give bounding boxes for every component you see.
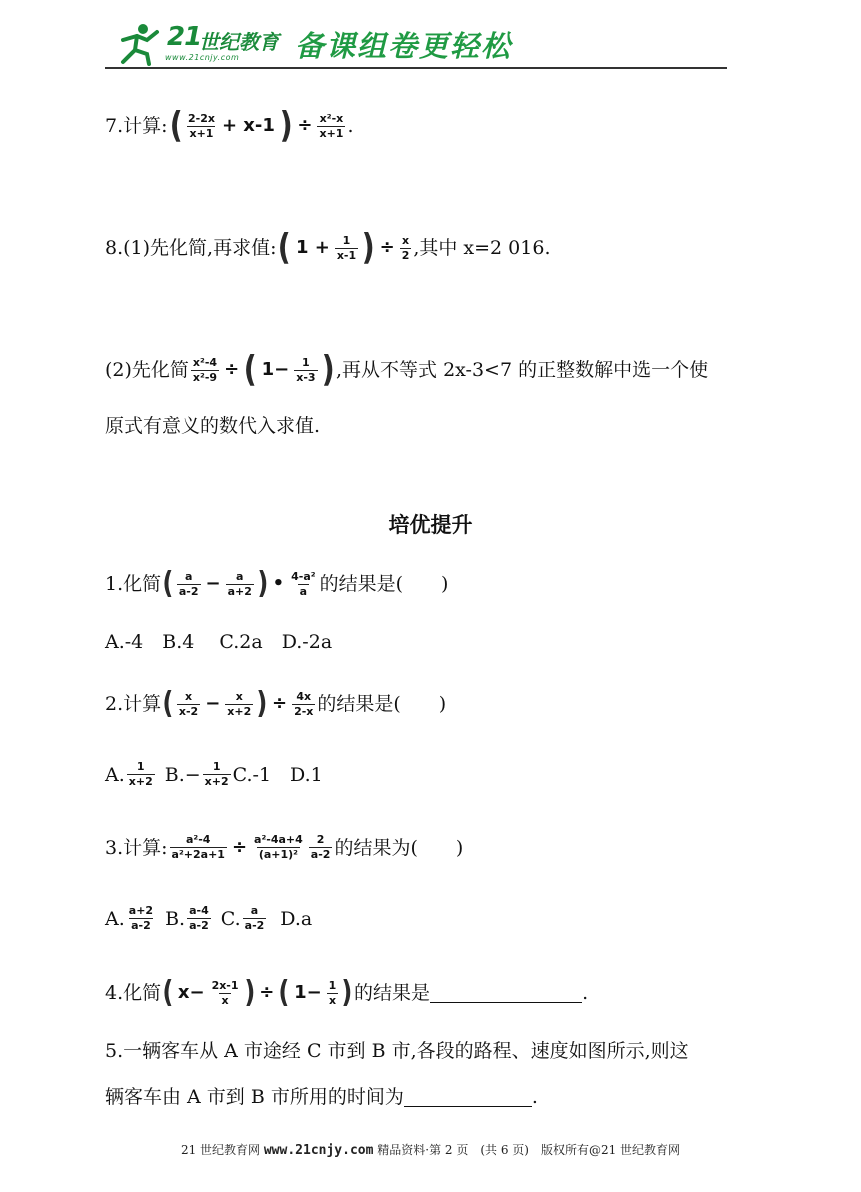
q8b-fraction-1: $\frac{\text{x²-4}}{\text{x²-9}}$ (192, 355, 218, 384)
p2-option-cd: C.-1 D.1 (232, 763, 323, 786)
q8a-suffix: ,其中 x=2 016. (413, 237, 551, 259)
problem-1-options (105, 630, 332, 654)
left-paren: ( (162, 566, 174, 601)
p1-fraction-3: $\frac{\text{4-a²}}{a}$ (291, 569, 316, 598)
left-paren: ( (278, 227, 292, 268)
p3-suffix: 的结果为( ) (334, 836, 464, 859)
multiply-dot: • (272, 573, 285, 594)
problem-2 (105, 686, 447, 721)
footer-right: 精品资料·第 2 页 (共 6 页) 版权所有@21 世纪教育网 (377, 1143, 681, 1157)
divide-sign: ÷ (379, 237, 395, 258)
p3-option-a-label: A. (105, 907, 125, 930)
divide-sign: ÷ (224, 359, 240, 380)
problem-2-options (105, 760, 323, 789)
p5-end: . (531, 1086, 538, 1108)
logo-number: 21 (167, 22, 202, 52)
right-paren: ) (361, 227, 375, 268)
page-header (105, 20, 727, 72)
q8b-suffix: ,再从不等式 2x-3<7 的正整数解中选一个使 (336, 359, 709, 381)
logo-url: www.21cnjy.com (165, 53, 240, 62)
p3-prefix: 3.计算: (105, 836, 168, 859)
problem-5-line-2 (105, 1085, 538, 1109)
p1-prefix: 1.化简 (105, 573, 162, 595)
right-paren: ) (257, 566, 269, 601)
answer-blank[interactable] (430, 984, 582, 1003)
right-paren: ) (341, 975, 353, 1010)
footer-left: 21 世纪教育网 (180, 1143, 261, 1157)
q8b-prefix: (2)先化简 (105, 359, 189, 381)
p2-suffix: 的结果是( ) (317, 693, 447, 715)
left-paren: ( (162, 975, 174, 1010)
runner-logo-icon (113, 22, 165, 66)
left-paren: ( (243, 349, 257, 390)
p2-option-b-fraction: $\frac{1}{x+2}$ (204, 760, 229, 788)
p1-fraction-1: $\frac{a}{a-2}$ (178, 569, 199, 598)
page-footer (0, 1141, 861, 1158)
minus-sign: − (205, 573, 221, 594)
p3-option-a-fraction: $\frac{a+2}{a-2}$ (128, 904, 154, 932)
answer-blank[interactable] (404, 1088, 532, 1107)
p3-option-b-fraction: $\frac{a-4}{a-2}$ (189, 904, 209, 932)
q8a-prefix: 8.(1)先化简,再求值: (105, 237, 277, 259)
minus-sign: − (205, 693, 221, 714)
p3-fraction-2: $\frac{\text{a²-4a+4}}{\text{(a+1)²}}$ (254, 833, 303, 861)
divide-sign: ÷ (297, 115, 313, 136)
p4-suffix: 的结果是 (354, 982, 431, 1004)
q8b-line2: 原式有意义的数代入求值. (105, 415, 321, 437)
divide-sign: ÷ (259, 982, 275, 1003)
left-paren: ( (169, 105, 183, 146)
header-slogan: 备课组卷更轻松 (295, 29, 513, 63)
p5-line2: 辆客车由 A 市到 B 市所用的时间为 (105, 1086, 404, 1108)
right-paren: ) (243, 975, 255, 1010)
p4-end: . (582, 982, 589, 1004)
footer-url: www.21cnjy.com (263, 1143, 374, 1158)
header-rule (105, 67, 727, 69)
question-8-part-2 (105, 349, 709, 390)
p3-option-c-label: C. (220, 907, 241, 930)
p2-fraction-3: $\frac{4x}{2-x}$ (294, 689, 314, 718)
p3-option-c-fraction: $\frac{a}{a-2}$ (244, 904, 265, 932)
right-paren: ) (256, 686, 268, 721)
problem-1 (105, 566, 449, 601)
q8b-one: 1− (261, 359, 290, 380)
p3-fraction-1: $\frac{\text{a²-4}}{\text{a²+2a+1}}$ (171, 833, 225, 861)
p5-line1: 5.一辆客车从 A 市途经 C 市到 B 市,各段的路程、速度如图所示,则这 (105, 1040, 689, 1062)
question-8-part-2-line-2 (105, 414, 320, 438)
p3-option-d: D.a (280, 907, 313, 930)
p2-option-a-label: A. (105, 763, 125, 786)
problem-4 (105, 975, 589, 1010)
q7-fraction-1: $\frac{2-2x}{x+1}$ (187, 111, 215, 140)
question-8-part-1 (105, 227, 551, 268)
logo-text: 世纪教育 (199, 30, 279, 54)
q7-prefix: 7.计算: (105, 115, 168, 137)
left-paren: ( (278, 975, 290, 1010)
divide-sign: ÷ (271, 693, 288, 714)
right-paren: ) (279, 105, 293, 146)
problem-3-options (105, 904, 312, 933)
p2-option-a-fraction: $\frac{1}{x+2}$ (128, 760, 153, 788)
p4-x: x− (177, 982, 205, 1003)
p3-fraction-3: $\frac{2}{a-2}$ (310, 833, 331, 861)
question-7 (105, 105, 354, 146)
q8b-fraction-2: $\frac{1}{x-3}$ (296, 355, 316, 384)
section-title: 培优提升 (388, 513, 473, 537)
divide-sign: ÷ (231, 836, 248, 858)
p2-option-b-label: B.− (164, 763, 201, 786)
p2-prefix: 2.计算 (105, 693, 162, 715)
p1-fraction-2: $\frac{a}{a+2}$ (227, 569, 252, 598)
q7-mid: + x-1 (221, 115, 275, 136)
q8a-fraction-2: $\frac{x}{2}$ (401, 233, 410, 262)
problem-3 (105, 833, 463, 862)
p4-one: 1− (294, 982, 322, 1003)
q7-suffix: . (347, 115, 354, 137)
p2-fraction-1: $\frac{x}{x-2}$ (178, 689, 199, 718)
p4-prefix: 4.化简 (105, 982, 162, 1004)
p2-fraction-2: $\frac{x}{x+2}$ (227, 689, 252, 718)
q8a-fraction-1: $\frac{1}{x-1}$ (336, 233, 357, 262)
p3-option-b-label: B. (165, 907, 186, 930)
p4-fraction-2: $\frac{1}{x}$ (328, 978, 337, 1007)
problem-5-line-1 (105, 1039, 689, 1063)
q8a-one: 1 + (295, 237, 330, 258)
q7-fraction-2: $\frac{\text{x²-x}}{x+1}$ (319, 111, 344, 140)
p4-fraction-1: $\frac{2x-1}{x}$ (211, 978, 239, 1007)
left-paren: ( (162, 686, 174, 721)
p1-suffix: 的结果是( ) (319, 573, 449, 595)
right-paren: ) (321, 349, 335, 390)
p1-options: A.-4 B.4 C.2a D.-2a (105, 631, 333, 653)
